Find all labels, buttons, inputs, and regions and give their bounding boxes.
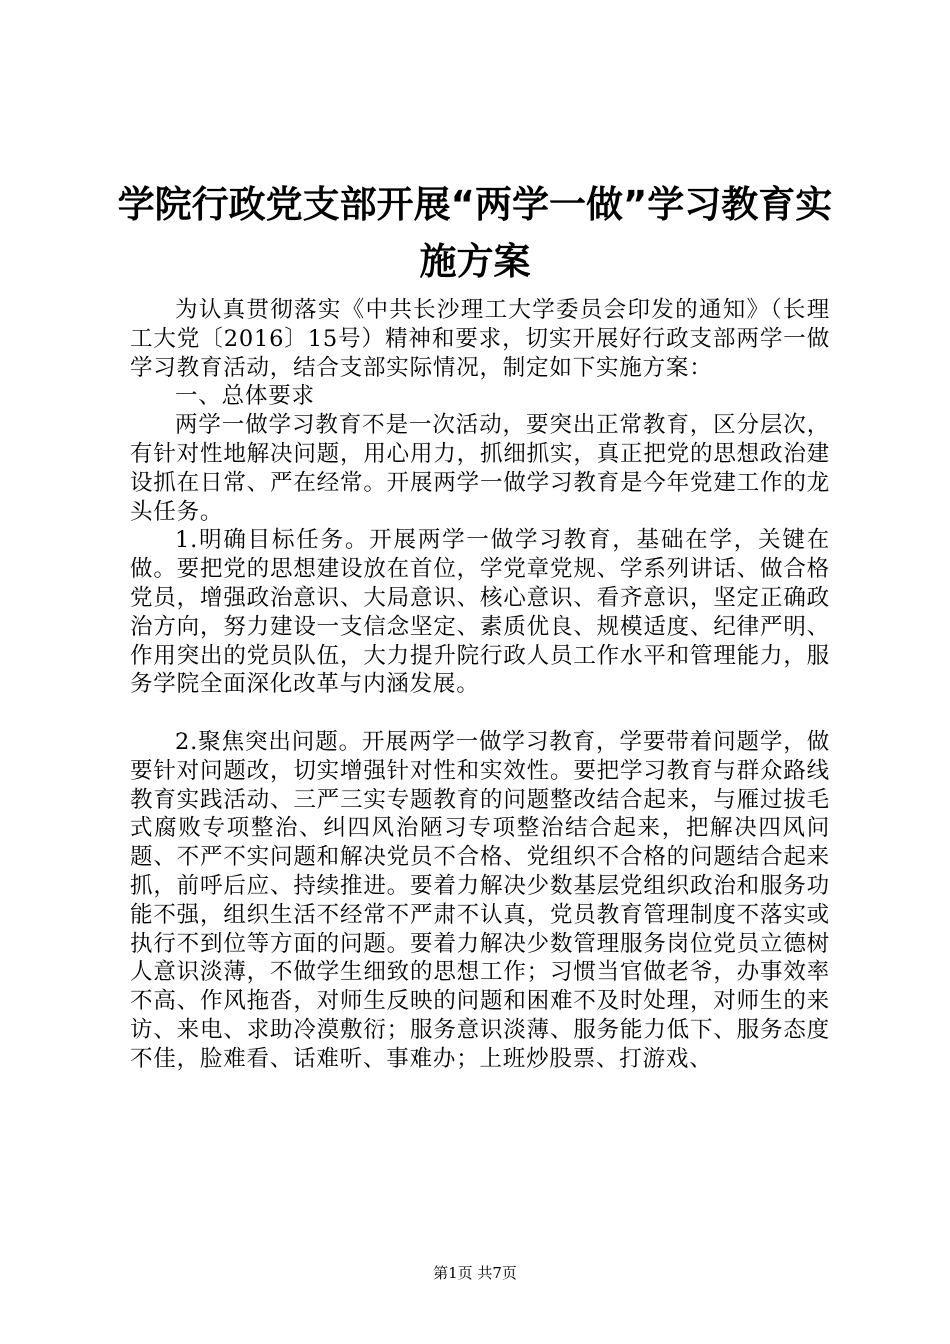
- document-title-line-1: 学院行政党支部开展“两学一做”学习教育实: [117, 183, 833, 226]
- document-body: [130, 296, 830, 1074]
- document-title-line-2: 施方案: [419, 240, 531, 283]
- paragraph-intro: 为认真贯彻落实《中共长沙理工大学委员会印发的通知》（长理工大党〔2016〕15号）精神和要求，切实开展好行政支部两学一做学习教育活动，结合支部实际情况，制定如下实施方案：: [130, 297, 830, 381]
- paragraph-general-requirements: 两学一做学习教育不是一次活动，要突出正常教育，区分层次，有针对性地解决问题，用心用力，抓细抓实，真正把党的思想政治建设抓在日常、严在经常。开展两学一做学习教育是今年党建工作的龙头任务。: [130, 412, 830, 525]
- paragraph-item-1: 1.明确目标任务。开展两学一做学习教育，基础在学，关键在做。要把党的思想建设放在首位，学党章党规、学系列讲话、做合格党员，增强政治意识、大局意识、核心意识、看齐意识，坚定正确政治方向，努力建设一支信念坚定、素质优良、规模适度、纪律严明、作用突出的党员队伍，大力提升院行政人员工作水平和管理能力，服务学院全面深化改革与内涵发展。: [130, 527, 830, 698]
- paragraph-item-2: 2.聚焦突出问题。开展两学一做学习教育，学要带着问题学，做要针对问题改，切实增强针对性和实效性。要把学习教育与群众路线教育实践活动、三严三实专题教育的问题整改结合起来，与雁过拔毛式腐败专项整治、纠四风治陋习专项整治结合起来，把解决四风问题、不严不实问题和解决党员不合格、党组织不合格的问题结合起来抓，前呼后应、持续推进。要着力解决少数基层党组织政治和服务功能不强，组织生活不经常不严肃不认真，党员教育管理制度不落实或执行不到位等方面的问题。要着力解决少数管理服务岗位党员立德树人意识淡薄，不做学生细致的思想工作；习惯当官做老爷，办事效率不高、作风拖沓，对师生反映的问题和困难不及时处理，对师生的来访、来电、求助冷漠敷衍；服务意识淡薄、服务能力低下、服务态度不佳，脸难看、话难听、事难办；上班炒股票、打游戏、: [130, 728, 830, 1072]
- page-footer: 第1页 共7页: [433, 1264, 517, 1282]
- section-heading-general-requirements: 一、总体要求: [175, 383, 315, 410]
